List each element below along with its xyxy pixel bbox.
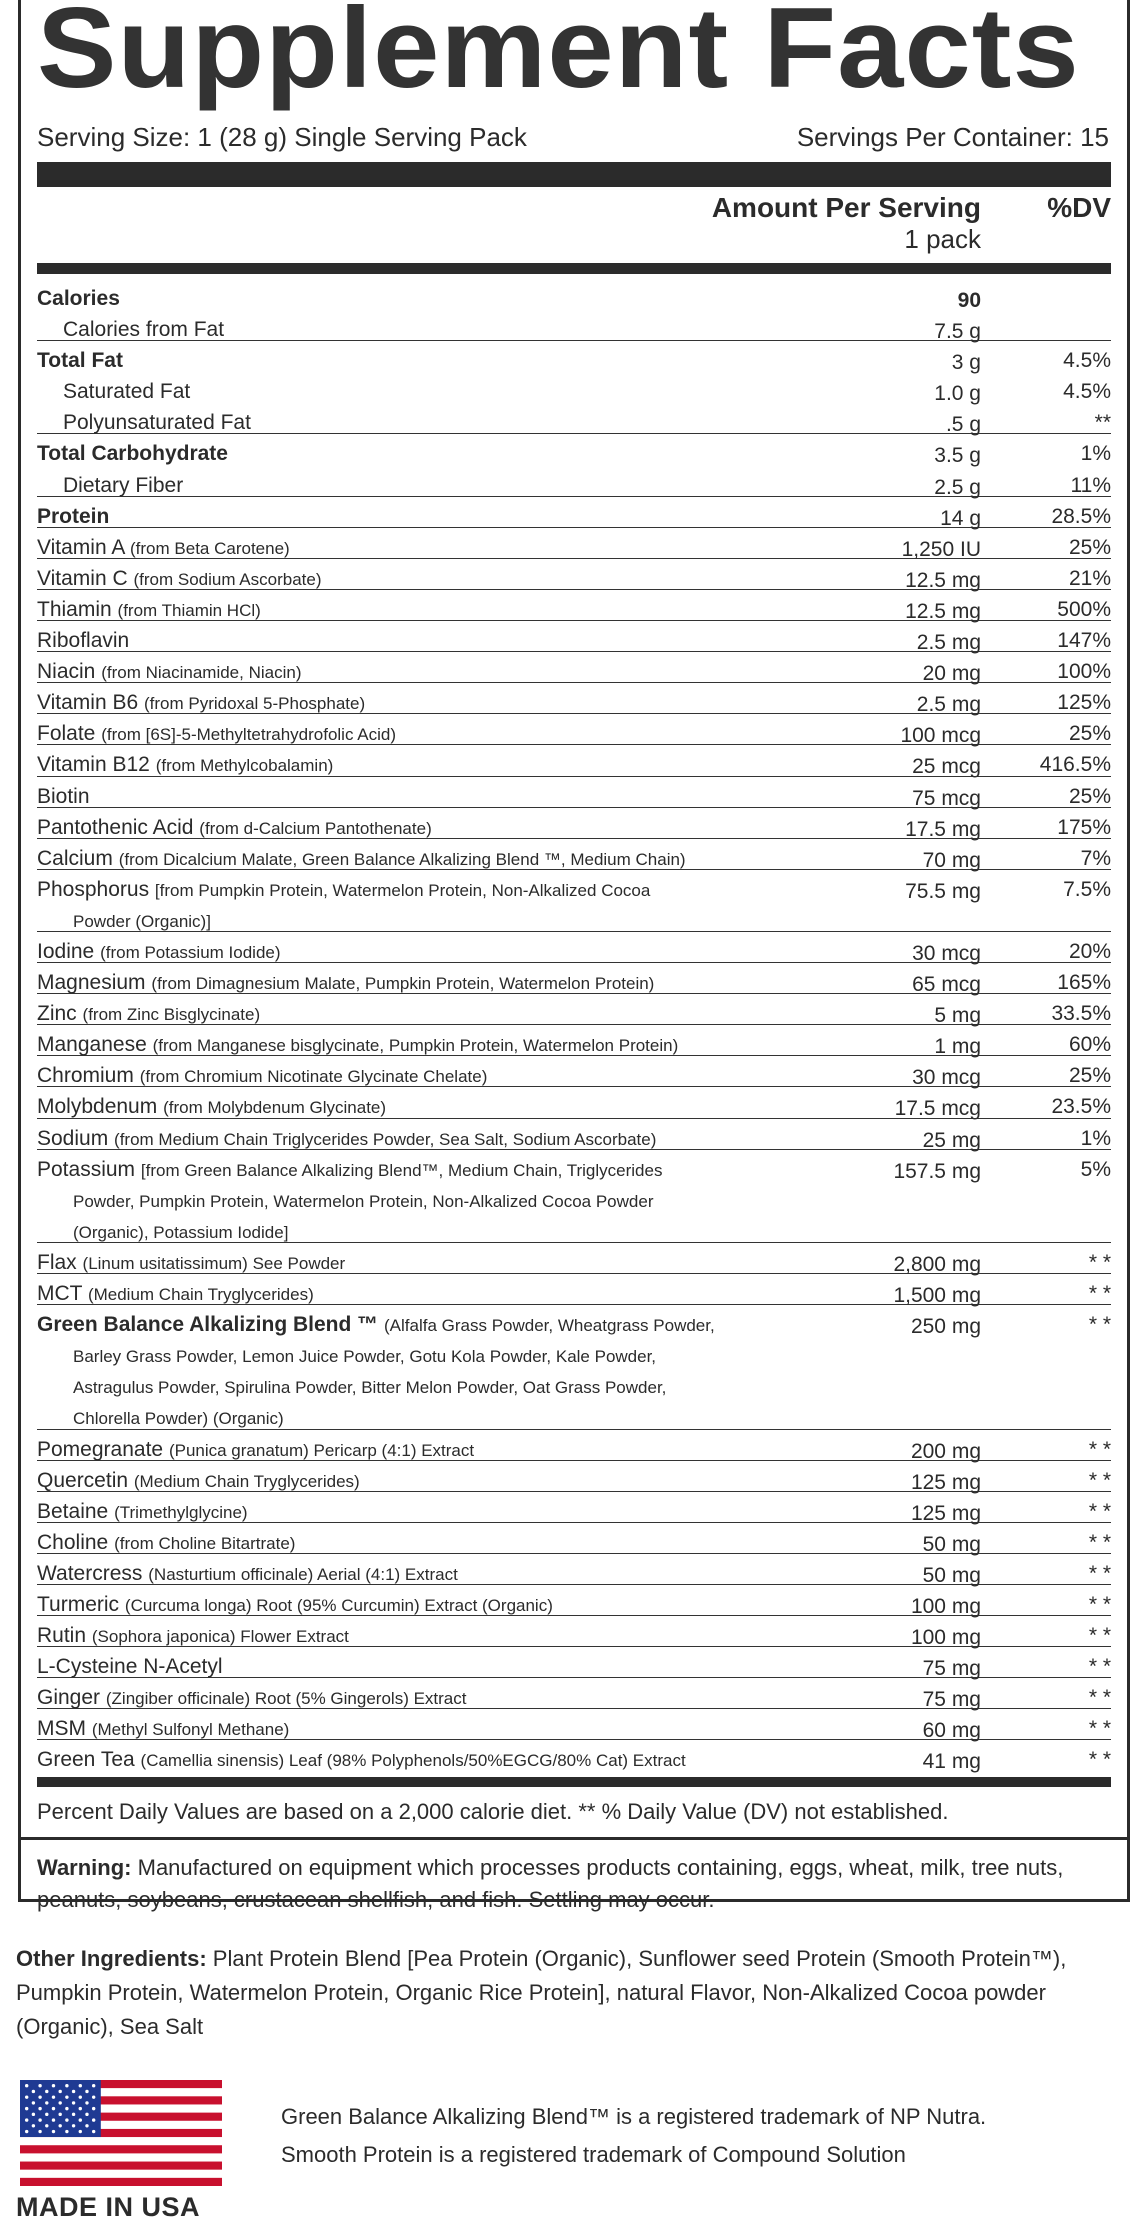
nutrient-amount: 12.5 mg	[905, 568, 981, 592]
nutrient-amount: 2.5 mg	[916, 631, 981, 655]
supplement-facts-panel	[18, 0, 1130, 1912]
nutrient-amount: 75.5 mg	[905, 879, 981, 903]
us-flag-icon	[20, 2080, 222, 2186]
nutrient-amount: 60 mg	[922, 1719, 981, 1743]
nutrient-amount: 100 mg	[910, 1626, 981, 1650]
nutrient-source: (Zingiber officinale) Root (5% Gingerols) Extract	[105, 1689, 467, 1709]
nutrient-name: Folate	[37, 722, 96, 746]
nutrient-amount: 30 mcg	[912, 941, 981, 965]
nutrient-daily-value: 11%	[1070, 473, 1111, 497]
nutrient-source: (Curcuma longa) Root (95% Curcumin) Extract (Organic)	[124, 1595, 553, 1615]
nutrient-name: Molybdenum	[37, 1095, 158, 1119]
nutrient-row	[37, 994, 1111, 1028]
nutrient-amount: 75 mcg	[912, 786, 981, 810]
nutrient-amount: .5 g	[945, 413, 981, 437]
nutrient-amount: 200 mg	[910, 1439, 981, 1463]
amount-per-serving-header: Amount Per Serving	[711, 192, 981, 223]
nutrient-daily-value: 60%	[1068, 1033, 1111, 1057]
nutrient-row	[37, 590, 1111, 621]
nutrient-name: MSM	[37, 1717, 86, 1741]
nutrient-source: (Trimethylglycine)	[114, 1502, 248, 1522]
nutrient-source: (from Molybdenum Glycinate)	[163, 1098, 387, 1118]
nutrient-row	[37, 808, 1111, 839]
nutrient-amount: 5 mg	[934, 1004, 981, 1028]
nutrient-row	[37, 1025, 1111, 1059]
daily-value-header: %DV	[1047, 192, 1111, 223]
nutrient-amount: 157.5 mg	[893, 1159, 981, 1183]
nutrient-row	[37, 683, 1111, 717]
daily-value-footnote: Percent Daily Values are based on a 2,000 calorie diet. ** % Daily Value (DV) not established.	[37, 1799, 949, 1824]
nutrient-row	[37, 1274, 1111, 1308]
nutrient-row	[37, 1150, 1111, 1243]
nutrient-daily-value: 33.5%	[1051, 1002, 1111, 1026]
nutrient-daily-value: 23.5%	[1051, 1095, 1111, 1119]
nutrient-source: (from Thiamin HCl)	[117, 600, 261, 620]
nutrient-daily-value: 1%	[1080, 1126, 1111, 1150]
nutrient-name: Total Fat	[37, 349, 123, 373]
nutrient-source: (from Choline Bitartrate)	[114, 1533, 296, 1553]
nutrient-daily-value: **	[1094, 411, 1111, 435]
nutrient-source: (from d-Calcium Pantothenate)	[199, 818, 432, 838]
nutrient-name: Vitamin B12	[37, 753, 150, 777]
nutrient-row	[37, 714, 1111, 748]
nutrient-daily-value: 4.5%	[1063, 349, 1111, 373]
nutrient-source: (Linum usitatissimum) See Powder	[82, 1253, 346, 1273]
warning-label: Warning:	[37, 1855, 132, 1880]
nutrient-amount: 2,800 mg	[893, 1252, 981, 1276]
nutrient-source: (from Chromium Nicotinate Glycinate Chelate)	[139, 1067, 488, 1087]
nutrient-amount: 17.5 mg	[905, 817, 981, 841]
nutrient-row	[37, 870, 1111, 932]
nutrient-row	[37, 1554, 1111, 1585]
nutrient-row	[37, 1709, 1111, 1743]
nutrient-source: (from Pyridoxal 5-Phosphate)	[144, 694, 366, 714]
nutrient-amount: 25 mcg	[912, 755, 981, 779]
nutrient-daily-value: * *	[1088, 1655, 1111, 1679]
nutrient-amount: 100 mcg	[900, 724, 981, 748]
nutrient-source-continued: Powder (Organic)]	[73, 911, 211, 931]
nutrient-row	[37, 621, 1111, 655]
nutrient-amount: 3.5 g	[934, 444, 981, 468]
nutrient-amount: 17.5 mcg	[894, 1097, 981, 1121]
nutrient-name: Chromium	[37, 1064, 134, 1088]
nutrient-row	[37, 310, 1111, 344]
divider-bar	[37, 1777, 1111, 1787]
nutrient-daily-value: * *	[1088, 1313, 1111, 1337]
nutrient-source-continued: Powder, Pumpkin Protein, Watermelon Protein, Non-Alkalized Cocoa Powder	[73, 1191, 654, 1211]
nutrient-source: (Medium Chain Tryglycerides)	[87, 1285, 314, 1305]
nutrient-source: (from Sodium Ascorbate)	[133, 569, 322, 589]
panel-title: Supplement Facts	[37, 0, 1080, 112]
nutrient-row	[37, 1430, 1111, 1461]
nutrient-name: Pantothenic Acid	[37, 815, 194, 839]
nutrient-row	[37, 1647, 1111, 1681]
nutrient-daily-value: 25%	[1068, 722, 1111, 746]
nutrient-row	[37, 1119, 1111, 1150]
nutrient-row	[37, 1056, 1111, 1090]
nutrient-source: (Medium Chain Tryglycerides)	[133, 1471, 360, 1491]
nutrient-daily-value: 500%	[1057, 597, 1111, 621]
nutrient-daily-value: 125%	[1057, 691, 1111, 715]
nutrient-amount: 30 mcg	[912, 1066, 981, 1090]
nutrient-name: Biotin	[37, 784, 90, 808]
trademark-note: Green Balance Alkalizing Blend™ is a registered trademark of NP Nutra.	[281, 2104, 987, 2129]
nutrient-daily-value: * *	[1088, 1282, 1111, 1306]
nutrient-name: Watercress	[37, 1561, 143, 1585]
trademark-note: Smooth Protein is a registered trademark of Compound Solution	[281, 2142, 906, 2167]
made-in-usa-text: MADE IN USA	[16, 2192, 201, 2222]
nutrient-amount: 125 mg	[910, 1470, 981, 1494]
nutrient-source-continued: Chlorella Powder) (Organic)	[73, 1409, 284, 1429]
nutrient-daily-value: 416.5%	[1039, 753, 1111, 777]
nutrient-amount: 1,500 mg	[893, 1284, 981, 1308]
nutrient-row	[37, 1087, 1111, 1121]
nutrient-name: Protein	[37, 504, 110, 528]
nutrient-daily-value: 7%	[1080, 846, 1111, 870]
nutrient-amount: 50 mg	[922, 1532, 981, 1556]
nutrient-name: Choline	[37, 1530, 109, 1554]
nutrient-daily-value: 147%	[1057, 629, 1111, 653]
nutrient-row	[37, 777, 1111, 808]
divider-line	[21, 1837, 1127, 1840]
nutrient-amount: 14 g	[940, 506, 981, 530]
nutrient-amount: 3 g	[951, 351, 981, 375]
nutrient-daily-value: * *	[1088, 1748, 1111, 1772]
nutrient-daily-value: 5%	[1080, 1157, 1111, 1181]
nutrient-source: (from Niacinamide, Niacin)	[101, 663, 302, 683]
nutrient-amount: 2.5 g	[934, 475, 981, 499]
nutrient-amount: 75 mg	[922, 1688, 981, 1712]
nutrient-amount: 90	[957, 289, 981, 312]
nutrient-daily-value: 165%	[1057, 971, 1111, 995]
nutrient-amount: 250 mg	[910, 1315, 981, 1339]
nutrient-source: (Alfalfa Grass Powder, Wheatgrass Powder,	[384, 1316, 715, 1336]
nutrient-name: Sodium	[37, 1126, 109, 1150]
nutrient-name: Quercetin	[37, 1468, 129, 1492]
nutrient-row	[37, 1740, 1111, 1774]
nutrient-name: Vitamin C	[37, 566, 128, 590]
nutrient-daily-value: * *	[1088, 1561, 1111, 1585]
nutrient-daily-value: * *	[1088, 1499, 1111, 1523]
nutrient-row	[37, 1461, 1111, 1492]
nutrient-name-cell	[37, 1154, 757, 1248]
nutrient-name: Rutin	[37, 1624, 87, 1648]
divider-bar	[37, 162, 1111, 187]
nutrient-row	[37, 1523, 1111, 1554]
nutrient-amount: 125 mg	[910, 1501, 981, 1525]
amount-per-serving-unit: 1 pack	[904, 224, 981, 254]
nutrient-amount: 12.5 mg	[905, 599, 981, 623]
nutrient-daily-value: 20%	[1068, 939, 1111, 963]
nutrient-amount: 70 mg	[922, 848, 981, 872]
nutrient-row	[37, 1243, 1111, 1274]
nutrient-name: Magnesium	[37, 971, 146, 995]
nutrient-daily-value: * *	[1088, 1592, 1111, 1616]
nutrient-daily-value: 21%	[1068, 566, 1111, 590]
nutrient-row	[37, 1616, 1111, 1650]
nutrient-name: Green Balance Alkalizing Blend ™	[37, 1313, 379, 1337]
nutrient-name: Zinc	[37, 1002, 77, 1026]
nutrient-name: Thiamin	[37, 597, 112, 621]
nutrient-source: (from Medium Chain Triglycerides Powder, Sea Salt, Sodium Ascorbate)	[114, 1129, 657, 1149]
nutrient-amount: 50 mg	[922, 1563, 981, 1587]
nutrient-name: L-Cysteine N-Acetyl	[37, 1655, 223, 1679]
nutrient-source-continued: (Organic), Potassium Iodide]	[73, 1222, 289, 1242]
nutrient-name: Niacin	[37, 660, 96, 684]
nutrient-source: (Nasturtium officinale) Aerial (4:1) Extract	[148, 1564, 458, 1584]
nutrient-row	[37, 1585, 1111, 1616]
nutrient-row	[37, 1305, 1111, 1429]
nutrient-daily-value: 4.5%	[1063, 380, 1111, 404]
nutrient-amount: 1 mg	[934, 1035, 981, 1059]
nutrient-row	[37, 963, 1111, 997]
nutrient-row	[37, 745, 1111, 779]
divider-bar	[37, 263, 1111, 274]
nutrient-row	[37, 341, 1111, 375]
nutrient-name: Vitamin A	[37, 535, 125, 559]
nutrient-row	[37, 372, 1111, 406]
nutrient-name: Turmeric	[37, 1592, 120, 1616]
nutrient-amount: 41 mg	[922, 1750, 981, 1774]
nutrient-source: (from [6S]-5-Methyltetrahydrofolic Acid)	[101, 725, 396, 745]
nutrient-row	[37, 279, 1111, 310]
nutrient-row	[37, 932, 1111, 963]
nutrient-row	[37, 839, 1111, 870]
nutrient-daily-value: * *	[1088, 1468, 1111, 1492]
nutrient-row	[37, 403, 1111, 437]
nutrient-source: (Camellia sinensis) Leaf (98% Polyphenols/50%EGCG/80% Cat) Extract	[140, 1751, 686, 1771]
warning-statement	[37, 1852, 1111, 1916]
nutrient-row	[37, 652, 1111, 686]
nutrient-table	[37, 279, 1111, 1772]
nutrient-daily-value: 100%	[1057, 660, 1111, 684]
nutrient-name: Flax	[37, 1250, 77, 1274]
nutrient-amount: 2.5 mg	[916, 693, 981, 717]
nutrient-amount: 20 mg	[922, 662, 981, 686]
nutrient-name-cell	[37, 1309, 757, 1434]
other-ingredients-label: Other Ingredients:	[16, 1946, 207, 1971]
nutrient-daily-value: 25%	[1068, 1064, 1111, 1088]
nutrient-row	[37, 466, 1111, 497]
nutrient-daily-value: * *	[1088, 1437, 1111, 1461]
nutrient-daily-value: 28.5%	[1051, 504, 1111, 528]
nutrient-amount: 1,250 IU	[901, 537, 981, 561]
nutrient-source: (from Zinc Bisglycinate)	[82, 1005, 261, 1025]
nutrient-name: Iodine	[37, 939, 95, 963]
servings-per-container: Servings Per Container: 15	[796, 122, 1109, 152]
nutrient-daily-value: 25%	[1068, 784, 1111, 808]
nutrient-source: (Punica granatum) Pericarp (4:1) Extract	[168, 1440, 475, 1460]
nutrient-amount: 65 mcg	[912, 973, 981, 997]
nutrient-source: (Methyl Sulfonyl Methane)	[91, 1720, 290, 1740]
nutrient-row	[37, 528, 1111, 559]
nutrient-source: (Sophora japonica) Flower Extract	[91, 1627, 349, 1647]
warning-text: Manufactured on equipment which processes products containing, eggs, wheat, milk, tree nuts, peanuts, soybeans, crustacean shellfish, and fish. Settling may occur.	[37, 1855, 1064, 1912]
nutrient-name: Ginger	[37, 1686, 101, 1710]
nutrient-source-continued: Barley Grass Powder, Lemon Juice Powder, Gotu Kola Powder, Kale Powder,	[73, 1347, 657, 1367]
nutrient-source: (from Beta Carotene)	[130, 538, 290, 558]
nutrient-daily-value: 25%	[1068, 535, 1111, 559]
nutrient-daily-value: 1%	[1080, 442, 1111, 466]
nutrient-row	[37, 1492, 1111, 1523]
nutrient-name-cell	[37, 1744, 757, 1776]
nutrient-name: Potassium	[37, 1157, 136, 1181]
nutrient-row	[37, 1678, 1111, 1712]
nutrient-daily-value: * *	[1088, 1717, 1111, 1741]
nutrient-name: Polyunsaturated Fat	[63, 411, 251, 435]
nutrient-amount: 75 mg	[922, 1657, 981, 1681]
nutrient-amount: 25 mg	[922, 1128, 981, 1152]
nutrient-row	[37, 497, 1111, 528]
nutrient-row	[37, 559, 1111, 590]
nutrient-source: (from Dimagnesium Malate, Pumpkin Protein, Watermelon Protein)	[151, 974, 655, 994]
nutrient-row	[37, 434, 1111, 468]
nutrient-name: Pomegranate	[37, 1437, 164, 1461]
other-ingredients	[16, 1942, 1131, 2044]
nutrient-amount: 1.0 g	[934, 382, 981, 406]
nutrient-name: Dietary Fiber	[63, 473, 184, 497]
other-ingredients-text: Plant Protein Blend [Pea Protein (Organic), Sunflower seed Protein (Smooth Protein™), Pumpkin Protein, Watermelon Protein, Organic Rice Protein], natural Flavor, Non-Alkalized Cocoa powder (Organic), Sea Salt	[16, 1946, 1067, 2039]
nutrient-daily-value: * *	[1088, 1250, 1111, 1274]
nutrient-source: (from Potassium Iodide)	[100, 942, 281, 962]
nutrient-source: [from Green Balance Alkalizing Blend™, Medium Chain, Triglycerides	[140, 1160, 663, 1180]
nutrient-source: [from Pumpkin Protein, Watermelon Protein, Non-Alkalized Cocoa	[154, 880, 651, 900]
nutrient-name-cell	[37, 874, 757, 937]
nutrient-source-continued: Astragulus Powder, Spirulina Powder, Bitter Melon Powder, Oat Grass Powder,	[73, 1378, 667, 1398]
nutrient-daily-value: * *	[1088, 1530, 1111, 1554]
nutrient-name: Calories from Fat	[63, 318, 225, 342]
nutrient-daily-value: * *	[1088, 1624, 1111, 1648]
nutrient-name: Calcium	[37, 846, 113, 870]
nutrient-daily-value: 175%	[1057, 815, 1111, 839]
nutrient-name: Saturated Fat	[63, 380, 191, 404]
nutrient-daily-value: * *	[1088, 1686, 1111, 1710]
serving-size: Serving Size: 1 (28 g) Single Serving Pack	[37, 122, 527, 152]
nutrient-name: Vitamin B6	[37, 691, 139, 715]
nutrient-name: Calories	[37, 287, 120, 310]
nutrient-source: (from Manganese bisglycinate, Pumpkin Protein, Watermelon Protein)	[152, 1036, 679, 1056]
nutrient-amount: 7.5 g	[934, 320, 981, 344]
nutrient-source: (from Methylcobalamin)	[155, 756, 334, 776]
nutrient-name: Riboflavin	[37, 629, 130, 653]
nutrient-name: Manganese	[37, 1033, 147, 1057]
nutrient-daily-value: 7.5%	[1063, 877, 1111, 901]
nutrient-name: Total Carbohydrate	[37, 442, 228, 466]
nutrient-name: Betaine	[37, 1499, 109, 1523]
nutrient-name: MCT	[37, 1282, 83, 1306]
nutrient-amount: 100 mg	[910, 1594, 981, 1618]
nutrient-name: Green Tea	[37, 1748, 135, 1772]
nutrient-source: (from Dicalcium Malate, Green Balance Alkalizing Blend ™, Medium Chain)	[118, 849, 686, 869]
nutrient-name: Phosphorus	[37, 877, 150, 901]
